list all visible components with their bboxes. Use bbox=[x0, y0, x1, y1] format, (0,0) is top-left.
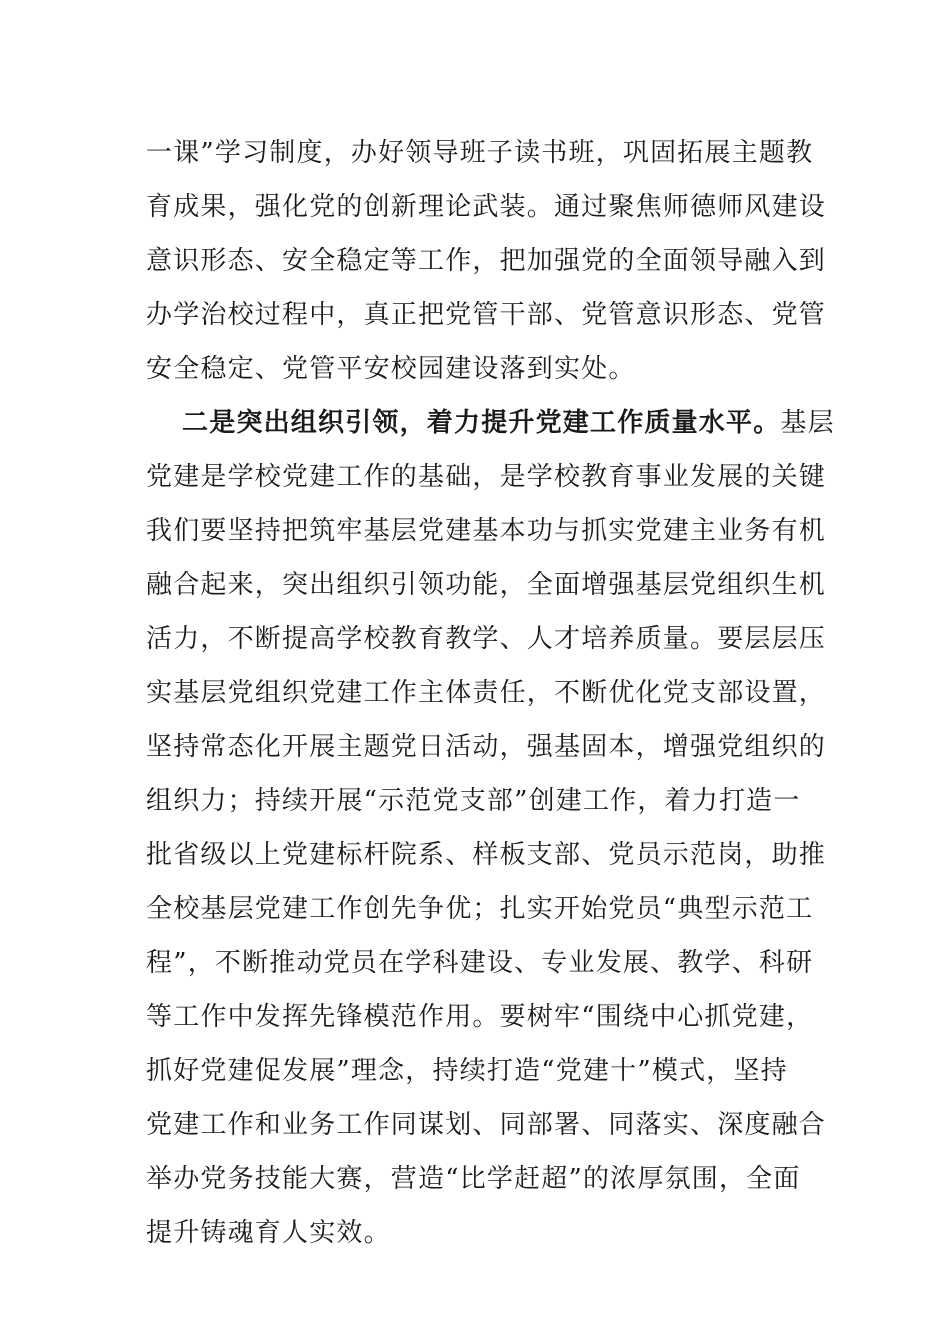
text-line: 意识形态、安全稳定等工作，把加强党的全面领导融入到 bbox=[146, 246, 827, 276]
text-line: 一课”学习制度，办好领导班子读书班，巩固拓展主题教 bbox=[146, 138, 814, 168]
text-line: 育成果，强化党的创新理论武装。通过聚焦师德师风建设 bbox=[146, 192, 827, 222]
text-line: 活力，不断提高学校教育教学、人才培养质量。要层层压 bbox=[146, 624, 827, 654]
text-line: 安全稳定、党管平安校园建设落到实处。 bbox=[146, 354, 636, 384]
text-line: 党建工作和业务工作同谋划、同部署、同落实、深度融合 bbox=[146, 1110, 827, 1140]
text-line: 批省级以上党建标杆院系、样板支部、党员示范岗，助推 bbox=[146, 840, 827, 870]
paragraph-2-first-line bbox=[182, 403, 835, 443]
section-heading: 二是突出组织引领，着力提升党建工作质量水平。 bbox=[182, 408, 781, 438]
text-line: 全校基层党建工作创先争优；扎实开始党员“典型示范工 bbox=[146, 894, 814, 924]
text-line: 等工作中发挥先锋模范作用。要树牢“围绕中心抓党建， bbox=[146, 1002, 814, 1032]
text-line: 抓好党建促发展”理念，持续打造“党建十”模式，坚持 bbox=[146, 1056, 788, 1086]
text-line: 举办党务技能大赛，营造“比学赶超”的浓厚氛围，全面 bbox=[146, 1164, 801, 1194]
text-run: 基层 bbox=[780, 408, 835, 438]
text-line: 实基层党组织党建工作主体责任，不断优化党支部设置， bbox=[146, 678, 827, 708]
text-line: 办学治校过程中，真正把党管干部、党管意识形态、党管 bbox=[146, 300, 827, 330]
text-line: 坚持常态化开展主题党日活动，强基固本，增强党组织的 bbox=[146, 732, 827, 762]
text-line: 我们要坚持把筑牢基层党建基本功与抓实党建主业务有机 bbox=[146, 516, 827, 546]
text-line: 组织力；持续开展“示范党支部”创建工作，着力打造一 bbox=[146, 786, 801, 816]
text-line: 党建是学校党建工作的基础，是学校教育事业发展的关键 bbox=[146, 462, 827, 492]
text-line: 程”，不断推动党员在学科建设、专业发展、教学、科研 bbox=[146, 948, 814, 978]
text-line: 提升铸魂育人实效。 bbox=[146, 1218, 391, 1248]
text-line: 融合起来，突出组织引领功能，全面增强基层党组织生机 bbox=[146, 570, 827, 600]
